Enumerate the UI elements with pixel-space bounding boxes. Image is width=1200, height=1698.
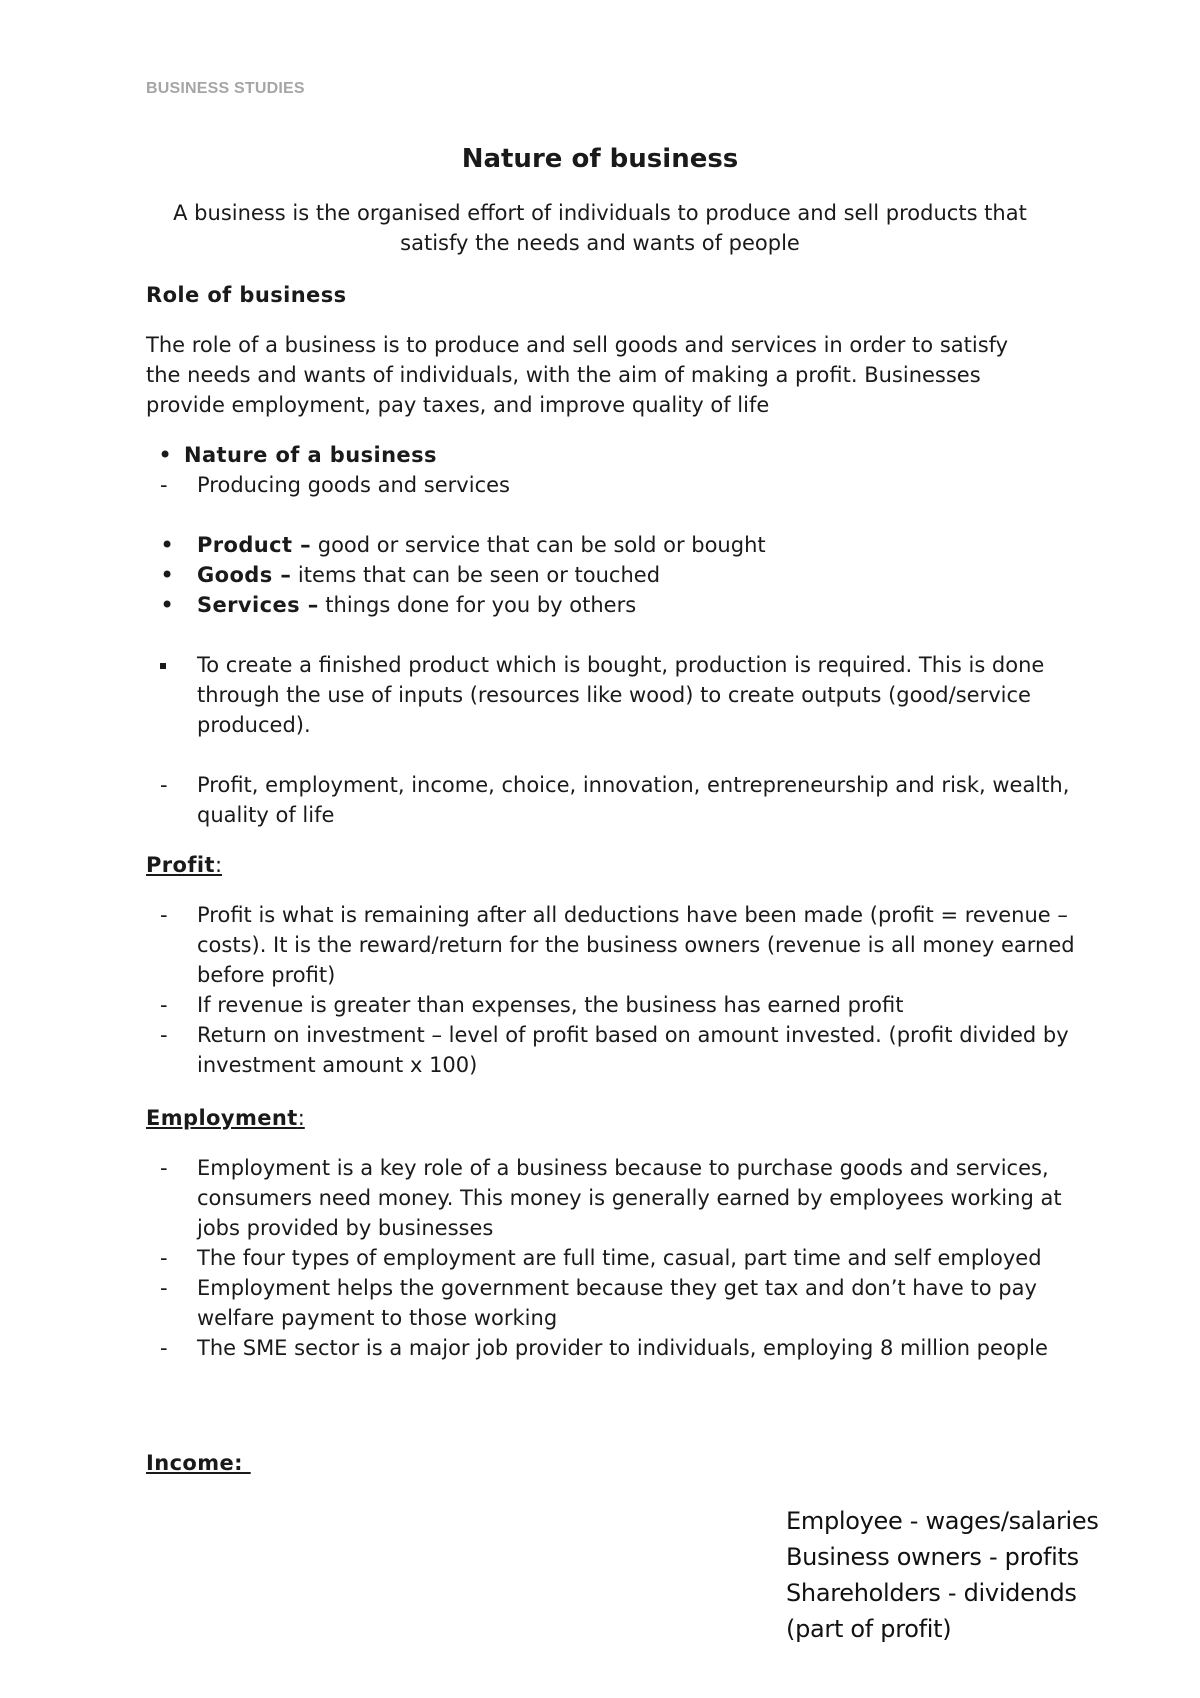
list-item xyxy=(146,1333,1076,1363)
profit-item-text: Profit is what is remaining after all deductions have been made (profit = revenue – costs). It is the reward/return for the business owners (revenue is all money earned before profit) xyxy=(197,903,1075,987)
term-goods-desc: items that can be seen or touched xyxy=(291,563,661,587)
bullet-icon xyxy=(160,590,190,621)
dash-marker xyxy=(160,1243,190,1273)
page-title: Nature of business xyxy=(461,144,739,174)
term-goods: Goods – xyxy=(197,563,292,587)
employment-item-text: The four types of employment are full time, casual, part time and self employed xyxy=(197,1246,1042,1270)
business-definition: A business is the organised effort of individuals to produce and sell products that satisfy the needs and wants of people xyxy=(173,201,1027,255)
list-item xyxy=(146,900,1076,990)
square-bullet-icon xyxy=(160,650,190,680)
bullet-icon xyxy=(160,560,190,591)
profit-item-text: Return on investment – level of profit based on amount invested. (profit divided by investment amount x 100) xyxy=(197,1023,1069,1077)
employment-item-text: Employment is a key role of a business because to purchase goods and services, consumers need money. This money is generally earned by employees working at jobs provided by businesses xyxy=(197,1156,1062,1240)
bullet-icon xyxy=(160,530,190,561)
income-note-line: Business owners - profits xyxy=(786,1543,1079,1571)
list-item xyxy=(146,650,1076,740)
nature-heading: Nature of a business xyxy=(184,443,437,467)
roles-list xyxy=(146,770,1076,830)
nature-section xyxy=(146,440,1076,500)
role-heading: Role of business xyxy=(146,283,347,307)
nature-sub-item-text: Producing goods and services xyxy=(197,473,510,497)
dash-marker xyxy=(160,1020,190,1050)
list-item xyxy=(146,1153,1076,1243)
employment-list xyxy=(146,1153,1076,1363)
dash-marker xyxy=(160,990,190,1020)
employment-item-text: The SME sector is a major job provider to individuals, employing 8 million people xyxy=(197,1336,1048,1360)
bullet-icon xyxy=(158,440,188,471)
profit-heading: Profit xyxy=(146,853,215,877)
document-header-label: BUSINESS STUDIES xyxy=(146,80,305,97)
dash-marker xyxy=(160,770,190,800)
term-services: Services – xyxy=(197,593,319,617)
employment-section xyxy=(146,1103,1076,1133)
list-item xyxy=(146,530,1076,560)
income-heading: Income: xyxy=(146,1451,251,1475)
role-paragraph: The role of a business is to produce and sell goods and services in order to satisfy the needs and wants of individuals, with the aim of making a profit. Businesses provide employment, pay taxes, and improve quality of life xyxy=(146,333,1009,417)
production-note-text: To create a finished product which is bought, production is required. This is done through the use of inputs (resources like wood) to create outputs (good/service produced). xyxy=(197,653,1045,737)
list-item xyxy=(146,560,1076,590)
term-product: Product – xyxy=(197,533,312,557)
list-item xyxy=(146,770,1076,830)
profit-heading-colon: : xyxy=(214,853,223,877)
income-note xyxy=(786,1503,1099,1647)
list-item xyxy=(146,1273,1076,1333)
profit-item-text: If revenue is greater than expenses, the business has earned profit xyxy=(197,993,904,1017)
nature-sub-item xyxy=(146,470,1076,500)
term-product-desc: good or service that can be sold or bought xyxy=(311,533,766,557)
profit-section xyxy=(146,850,1076,880)
role-section xyxy=(146,280,1076,310)
production-note xyxy=(146,650,1076,740)
nature-heading-item xyxy=(146,440,1076,470)
dash-marker xyxy=(160,470,190,500)
list-item xyxy=(146,590,1076,620)
list-item xyxy=(146,1243,1076,1273)
income-note-line: (part of profit) xyxy=(786,1615,952,1643)
employment-heading-colon: : xyxy=(297,1106,305,1130)
list-item xyxy=(146,1020,1076,1080)
list-item xyxy=(146,990,1076,1020)
employment-heading: Employment xyxy=(146,1106,298,1130)
term-services-desc: things done for you by others xyxy=(318,593,637,617)
dash-marker xyxy=(160,1333,190,1363)
dash-marker xyxy=(160,900,190,930)
income-note-line: Employee - wages/salaries xyxy=(786,1507,1099,1535)
terms-list xyxy=(146,530,1076,620)
dash-marker xyxy=(160,1273,190,1303)
income-note-line: Shareholders - dividends xyxy=(786,1579,1077,1607)
roles-list-text: Profit, employment, income, choice, innovation, entrepreneurship and risk, wealth, quality of life xyxy=(197,773,1070,827)
income-section xyxy=(146,1448,1076,1478)
profit-list xyxy=(146,900,1076,1080)
dash-marker xyxy=(160,1153,190,1183)
employment-item-text: Employment helps the government because they get tax and don’t have to pay welfare payment to those working xyxy=(197,1276,1037,1330)
